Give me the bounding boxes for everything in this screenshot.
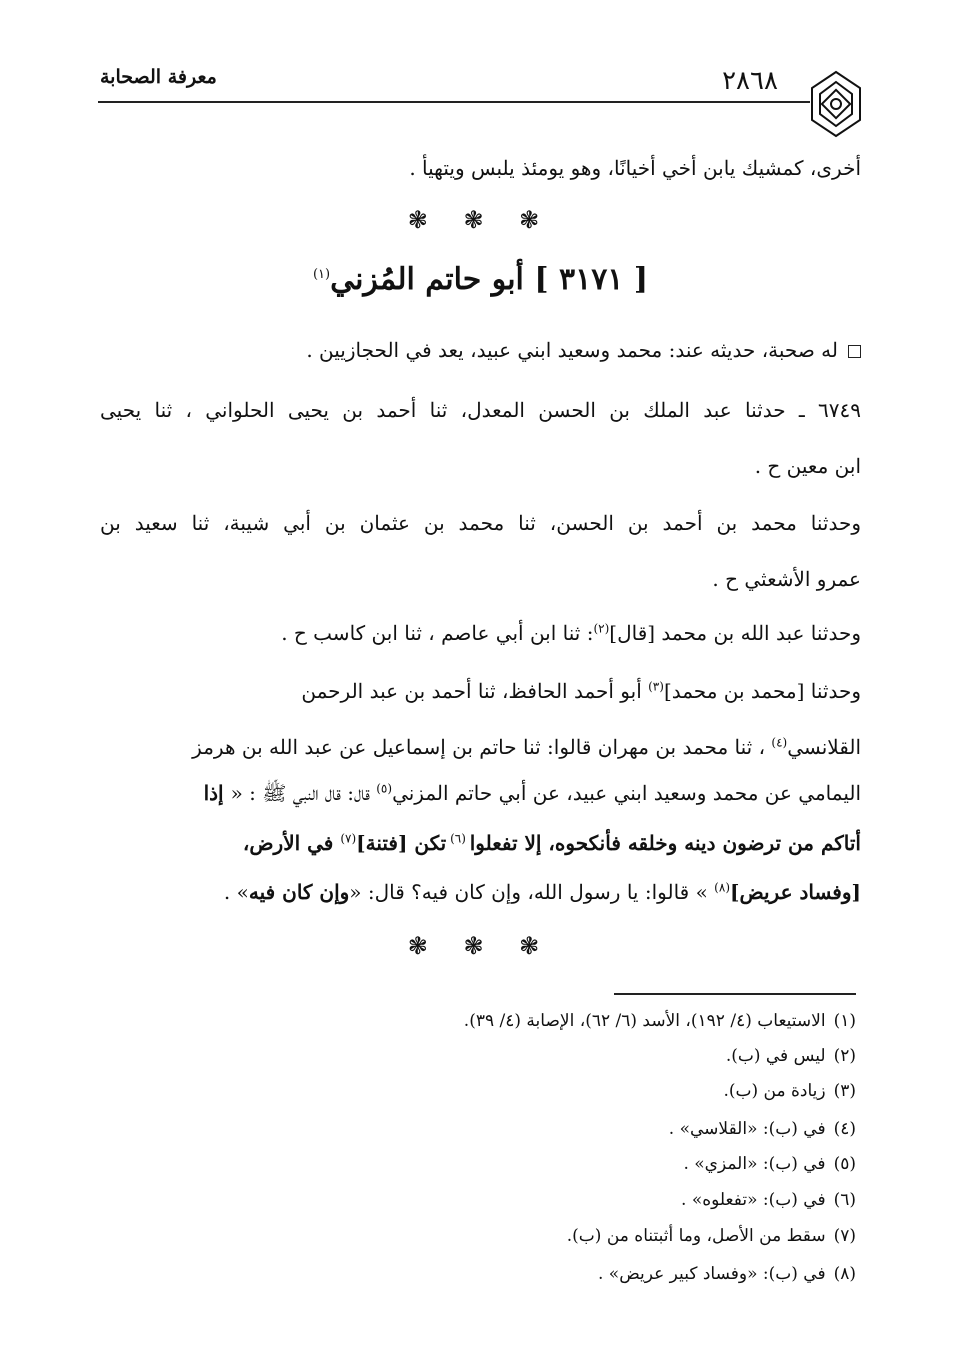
footnote: [464, 1008, 856, 1034]
page-number: ٢٨٦٨: [722, 66, 778, 96]
footnote-text: سقط من الأصل، وما أثبتناه من (ب).: [566, 1226, 826, 1246]
text-line: ابن معين ح .: [754, 454, 861, 478]
entry-title: [0, 262, 961, 297]
footnote-text: الاستيعاب (٤/ ١٩٢)، الأسد (٦/ ٦٢)، الإصابة (٤/ ٣٩).: [463, 1011, 826, 1031]
footnote-text: ليس في (ب).: [725, 1046, 826, 1066]
footnote-text: في (ب): «وفساد كبير عريض» .: [597, 1264, 826, 1284]
text-line: عمرو الأشعثي ح .: [712, 567, 861, 591]
footnote: [598, 1261, 856, 1287]
line-text: : ثنا ابن أبي عاصم ، ثنا ابن كاسب ح .: [281, 621, 594, 645]
footnote-mark: (٤): [833, 1119, 856, 1139]
footnote-mark: (٥): [833, 1154, 856, 1174]
footnote: [669, 1116, 856, 1142]
footnote-text: في (ب): «المزي» .: [683, 1154, 826, 1174]
section-separator: ❃ ❃ ❃: [407, 932, 554, 960]
header-rule: [98, 101, 810, 103]
footnote: [726, 1043, 856, 1069]
hadith-text: وإن كان فيه: [248, 880, 350, 904]
footnote-mark: (٨): [833, 1264, 856, 1284]
footnote: [723, 1078, 856, 1104]
hadith-text: إذا: [203, 781, 231, 805]
footnote-ref: (٣): [648, 679, 664, 694]
line-text: قال: قال النبي ﷺ : «: [230, 781, 377, 805]
footnote-mark: (١): [833, 1011, 856, 1031]
footnote: [683, 1151, 856, 1177]
page-ornament-icon: [806, 68, 866, 140]
line-text: وحدثنا عبد الله بن محمد [قال]: [609, 621, 861, 645]
text-line: [100, 827, 861, 859]
footnote-ref: (٤): [771, 735, 788, 750]
text-line: ٦٧٤٩ ـ حدثنا عبد الملك بن الحسن المعدل، ثنا أحمد بن يحيى الحلواني ، ثنا يحيى: [100, 398, 861, 422]
footnote-ref: (٥): [376, 781, 393, 796]
line-text: أبو أحمد الحافظ، ثنا أحمد بن عبد الرحمن: [301, 679, 649, 703]
footnote-ref: (٢): [593, 621, 610, 636]
text-line: [100, 731, 861, 763]
text-line: أخرى، كمشيك يابن أخي أخيانًا، وهو يومئذ يلبس ويتهيأ .: [409, 156, 861, 180]
footnote-ref: (٧): [340, 831, 357, 846]
line-text: وحدثنا [محمد بن محمد]: [663, 679, 861, 703]
footnote-mark: (٢): [833, 1046, 856, 1066]
text-line: [100, 777, 861, 809]
hadith-text: أتاكم من ترضون دينه وخلقه فأنكحوه، إلا تفعلوا: [469, 831, 861, 855]
footnote: [681, 1187, 856, 1213]
footnote: [567, 1223, 856, 1249]
hadith-text: [وفساد عريض]: [730, 880, 861, 904]
footnote-mark: (٣): [833, 1081, 856, 1101]
book-title: معرفة الصحابة: [100, 66, 217, 88]
text-line: [100, 675, 861, 707]
hadith-text: في الأرض،: [242, 831, 341, 855]
section-separator: ❃ ❃ ❃: [407, 206, 554, 234]
footnote-text: في (ب): «تفعلوه» .: [681, 1190, 826, 1210]
line-text: القلانسي: [787, 735, 861, 759]
footnote-ref: (٦): [446, 831, 470, 846]
footnote-mark: (٧): [833, 1226, 856, 1246]
line-text: » .: [223, 880, 249, 904]
footnote-ref: (١): [312, 267, 331, 282]
line-text: اليمامي عن محمد وسعيد ابني عبيد، عن أبي حاتم المزني: [392, 781, 861, 805]
text-line: [100, 876, 861, 908]
line-text: » قالوا: يا رسول الله، وإن كان فيه؟ قال: «: [349, 880, 715, 904]
footnote-text: في (ب): «القلاسي» .: [668, 1119, 826, 1139]
footnote-rule: [614, 993, 856, 995]
footnote-mark: (٦): [833, 1190, 856, 1210]
footnote-ref: (٨): [714, 880, 730, 895]
entry-title-text: [ ٣١٧١ ] أبو حاتم المُزني: [330, 262, 649, 297]
text-line: [100, 334, 861, 366]
hadith-text: تكن [فتنة]: [356, 831, 447, 855]
line-text: ، ثنا محمد بن مهران قالوا: ثنا حاتم بن إسماعيل عن عبد الله بن هرمز: [192, 735, 772, 759]
text-line: [100, 617, 861, 649]
footnote-text: زيادة من (ب).: [723, 1081, 826, 1101]
bullet-square-icon: [848, 345, 861, 358]
line-text: له صحبة، حديثه عند: محمد وسعيد ابني عبيد، يعد في الحجازيين .: [306, 338, 838, 362]
text-line: وحدثنا محمد بن أحمد بن الحسن، ثنا محمد بن عثمان بن أبي شيبة، ثنا سعيد بن: [100, 511, 861, 535]
